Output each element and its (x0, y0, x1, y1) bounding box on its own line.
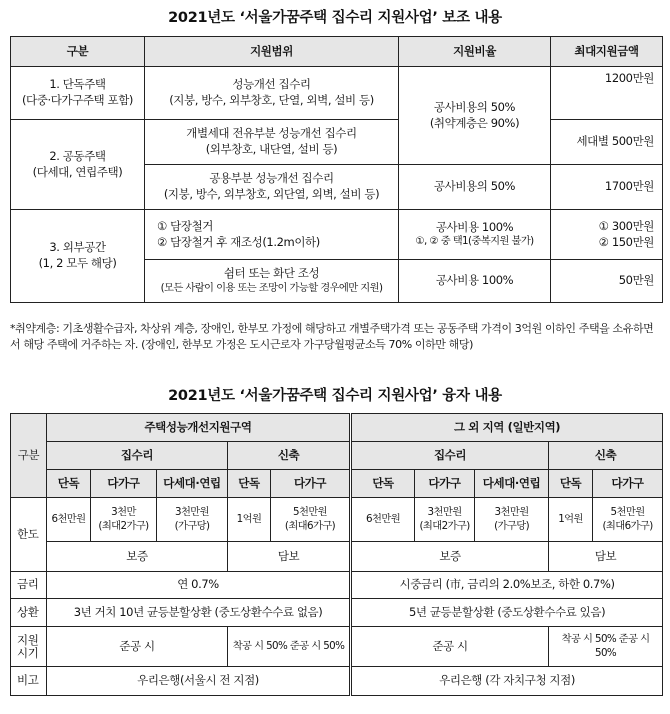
a1-limit-row-house: 3천만원 (가구당) (157, 498, 228, 542)
scope-common-area: 공용부분 성능개선 집수리 (지붕, 방수, 외부창호, 외단열, 외벽, 설비 등) (145, 165, 399, 210)
a1-new-detached: 단독 (228, 470, 271, 498)
a2-limit-new-detached: 1억원 (549, 498, 593, 542)
a2-repair-timing: 준공 시 (351, 627, 549, 667)
amt-per-unit: 세대별 500만원 (551, 120, 663, 165)
a2-new-multi-family: 다가구 (593, 470, 663, 498)
ratio-common-area: 공사비용의 50% (399, 165, 551, 210)
a2-rate: 시중금리 (市, 금리의 2.0%보조, 하한 0.7%) (351, 572, 663, 599)
timing-label: 지원 시기 (11, 627, 47, 667)
a1-type-multi-family: 다가구 (91, 470, 157, 498)
a2-repair-header: 집수리 (351, 442, 549, 470)
ratio-50-vulnerable: 공사비용의 50% (취약계층은 90%) (399, 67, 551, 165)
limit-label: 한도 (11, 498, 47, 572)
a2-new-detached: 단독 (549, 470, 593, 498)
amt-wall: ① 300만원 ② 150만원 (551, 210, 663, 260)
a2-limit-row-house: 3천만원 (가구당) (475, 498, 549, 542)
amt-rest-area: 50만원 (551, 260, 663, 303)
rate-label: 금리 (11, 572, 47, 599)
header-ratio: 지원비율 (399, 37, 551, 67)
a2-limit-detached: 6천만원 (351, 498, 415, 542)
area-general-header: 그 외 지역 (일반지역) (351, 414, 663, 442)
a1-new-multi-family: 다가구 (271, 470, 351, 498)
a2-repay: 5년 균등분할상환 (중도상환수수료 있음) (351, 599, 663, 627)
amt-detached: 1200만원 (551, 67, 663, 120)
repay-label: 상환 (11, 599, 47, 627)
a1-new-timing: 착공 시 50% 준공 시 50% (228, 627, 351, 667)
a1-rate: 연 0.7% (47, 572, 351, 599)
loan-category-header: 구분 (11, 414, 47, 498)
a2-guarantee: 보증 (351, 542, 549, 572)
remark-label: 비고 (11, 667, 47, 696)
scope-rest-area: 쉼터 또는 화단 조성 (모든 사람이 이용 또는 조망이 가능할 경우에만 지원) (145, 260, 399, 303)
ratio-rest-area: 공사비용 100% (399, 260, 551, 303)
a2-limit-new-multi-family: 5천만원 (최대6가구) (593, 498, 663, 542)
a1-repair-header: 집수리 (47, 442, 228, 470)
a1-repair-timing: 준공 시 (47, 627, 228, 667)
cat-multi-unit: 2. 공동주택 (다세대, 연립주택) (11, 120, 145, 210)
a1-limit-detached: 6천만원 (47, 498, 91, 542)
loan-title: 2021년도 ‘서울가꿈주택 집수리 지원사업’ 융자 내용 (168, 388, 502, 404)
a2-type-multi-family: 다가구 (415, 470, 475, 498)
a2-remark: 우리은행 (각 자치구청 지점) (351, 667, 663, 696)
a1-type-detached: 단독 (47, 470, 91, 498)
a2-type-detached: 단독 (351, 470, 415, 498)
a2-type-row-house: 다세대·연립 (475, 470, 549, 498)
a1-repay: 3년 거치 10년 균등분할상환 (중도상환수수료 없음) (47, 599, 351, 627)
loan-table (10, 413, 663, 696)
scope-detached: 성능개선 집수리 (지붕, 방수, 외부창호, 단열, 외벽, 설비 등) (145, 67, 399, 120)
scope-individual-unit: 개별세대 전유부분 성능개선 집수리 (외부창호, 내단열, 설비 등) (145, 120, 399, 165)
a1-type-row-house: 다세대·연립 (157, 470, 228, 498)
area-improvement-header: 주택성능개선지원구역 (47, 414, 351, 442)
a1-limit-new-detached: 1억원 (228, 498, 271, 542)
support-table (10, 36, 663, 303)
a1-remark: 우리은행(서울시 전 지점) (47, 667, 351, 696)
a1-collateral: 담보 (228, 542, 351, 572)
a2-limit-multi-family: 3천만원 (최대2가구) (415, 498, 475, 542)
cat-outdoor: 3. 외부공간 (1, 2 모두 해당) (11, 210, 145, 303)
a2-new-timing: 착공 시 50% 준공 시 50% (549, 627, 663, 667)
ratio-wall: 공사비용 100% ①, ② 중 택1(중복지원 불가) (399, 210, 551, 260)
vulnerable-note: *취약계층: 기초생활수급자, 차상위 계층, 장애인, 한부모 가정에 해당하고 개별주택가격 또는 공동주택 가격이 3억원 이하인 주택을 소유하면서 해당 주택에 거주하는 자. (장애인, 한부모 가정은 도시근로자 가구당월평균소득 70% 이하만 해당) (10, 322, 654, 351)
a1-new-header: 신축 (228, 442, 351, 470)
scope-wall-removal: ① 담장철거 ② 담장철거 후 재조성(1.2m이하) (145, 210, 399, 260)
support-title: 2021년도 ‘서울가꿈주택 집수리 지원사업’ 보조 내용 (168, 10, 502, 26)
a1-limit-new-multi-family: 5천만원 (최대6가구) (271, 498, 351, 542)
amt-common-area: 1700만원 (551, 165, 663, 210)
a1-guarantee: 보증 (47, 542, 228, 572)
header-max-amount: 최대지원금액 (551, 37, 663, 67)
a1-limit-multi-family: 3천만 (최대2가구) (91, 498, 157, 542)
header-scope: 지원범위 (145, 37, 399, 67)
a2-new-header: 신축 (549, 442, 663, 470)
cat-detached: 1. 단독주택 (다중·다가구주택 포함) (11, 67, 145, 120)
header-category: 구분 (11, 37, 145, 67)
a2-collateral: 담보 (549, 542, 663, 572)
